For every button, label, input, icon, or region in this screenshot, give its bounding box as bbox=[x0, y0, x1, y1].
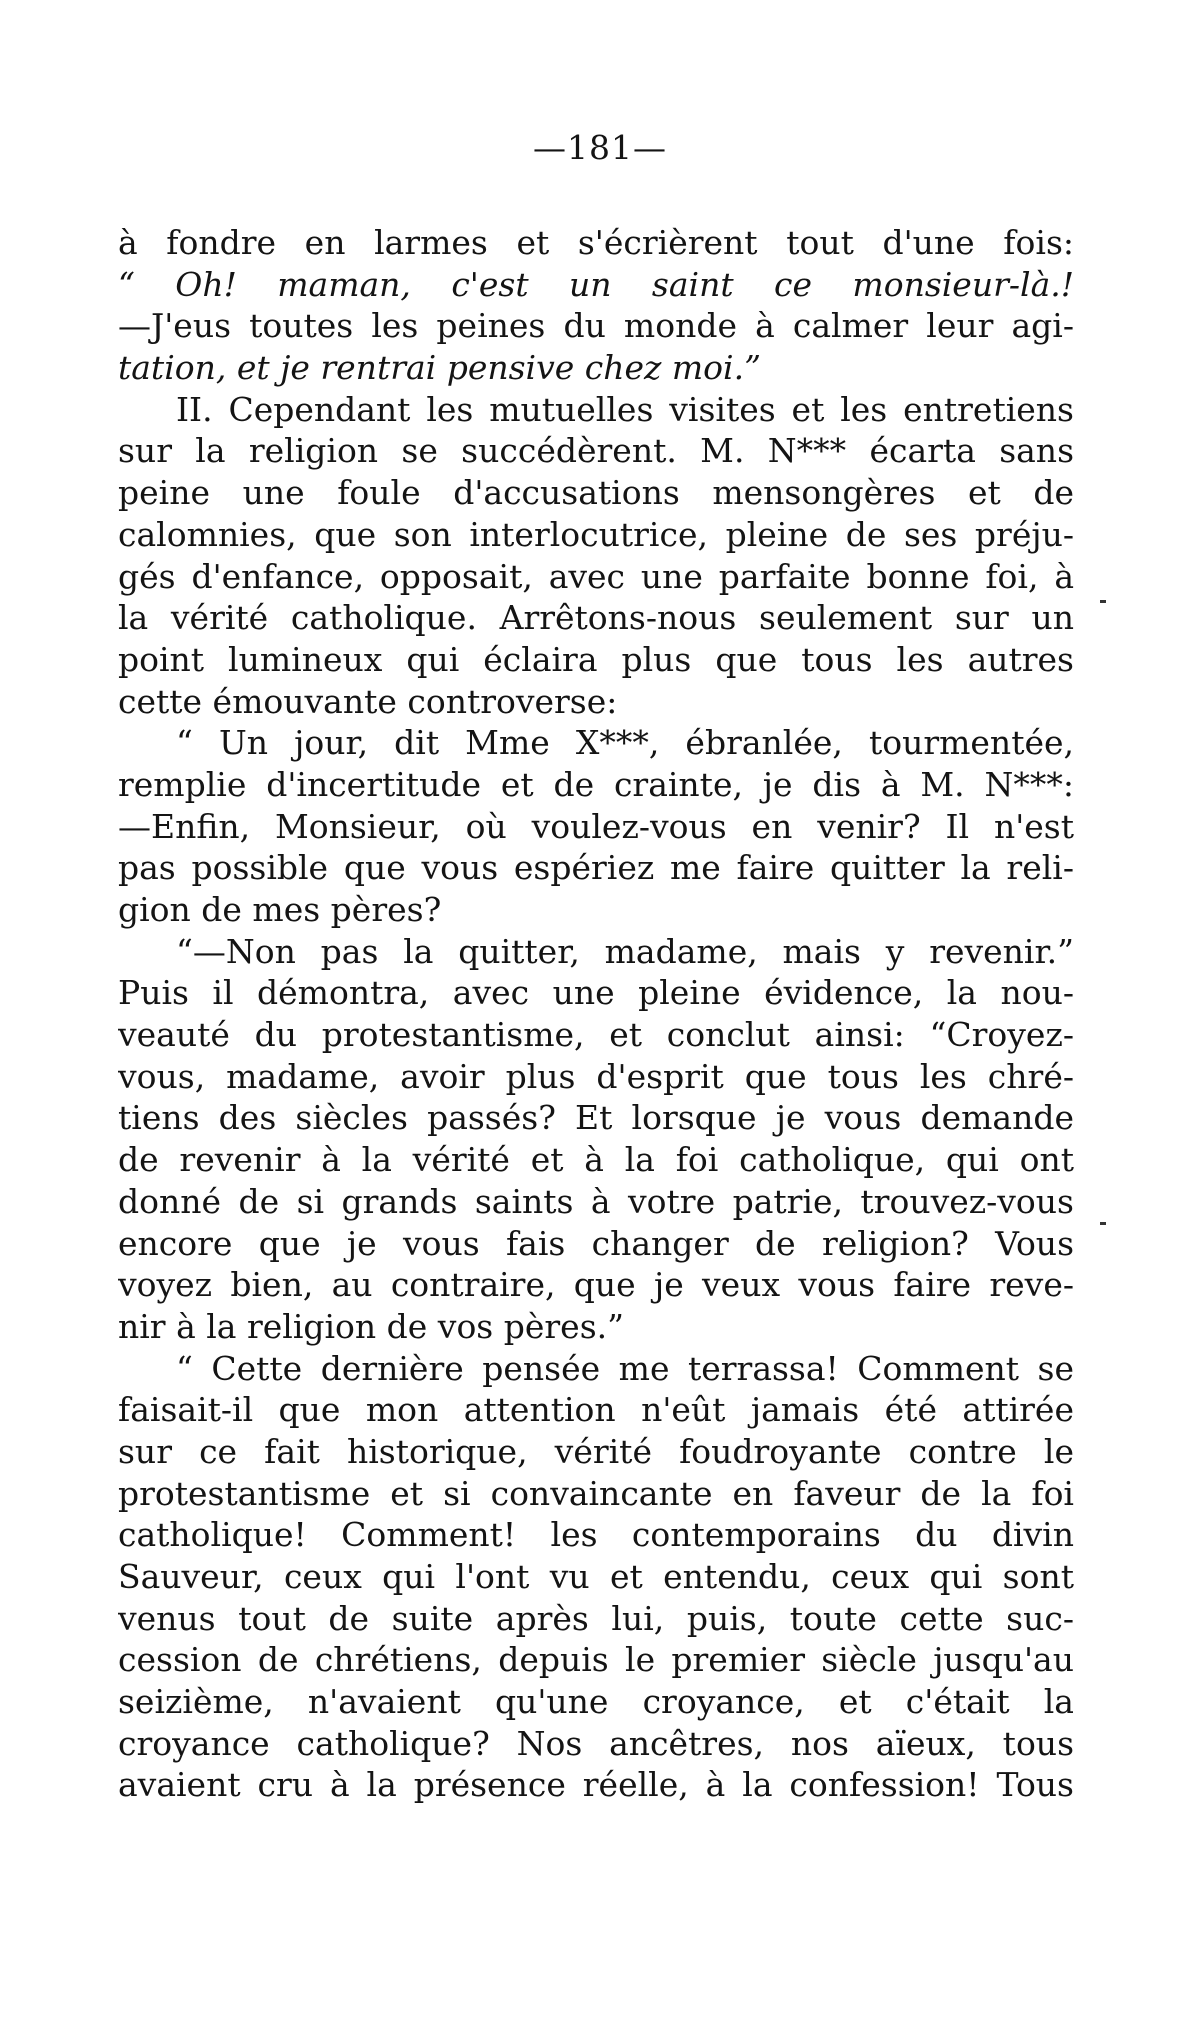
text-line: seizième, n'avaient qu'une croyance, et c'était la bbox=[118, 1682, 1074, 1722]
margin-mark bbox=[1100, 1222, 1106, 1225]
text-line: peine une foule d'accusations mensongères et de bbox=[118, 473, 1074, 513]
text-line: nir à la religion de vos pères.” bbox=[118, 1306, 624, 1346]
text-line: donné de si grands saints à votre patrie, trouvez-vous bbox=[118, 1181, 1074, 1221]
text-line: Puis il démontra, avec une pleine évidence, la nou- bbox=[118, 973, 1074, 1013]
text-line: croyance catholique? Nos ancêtres, nos aïeux, tous bbox=[118, 1723, 1074, 1763]
text-line: gion de mes pères? bbox=[118, 890, 442, 929]
text-line: catholique! Comment! les contemporains du divin bbox=[118, 1515, 1074, 1555]
text-line: II. Cependant les mutuelles visites et les entretiens bbox=[176, 389, 1074, 429]
text-line: calomnies, que son interlocutrice, pleine de ses préju- bbox=[118, 514, 1074, 554]
text-line: veauté du protestantisme, et conclut ainsi: “Croyez- bbox=[118, 1015, 1074, 1055]
text-line: pas possible que vous espériez me faire quitter la reli- bbox=[118, 848, 1074, 888]
text-line: faisait-il que mon attention n'eût jamais été attirée bbox=[118, 1390, 1074, 1430]
text-line: protestantisme et si convaincante en faveur de la foi bbox=[118, 1473, 1074, 1513]
body-text bbox=[118, 222, 1074, 1806]
text-line: sur ce fait historique, vérité foudroyante contre le bbox=[118, 1431, 1074, 1471]
text-line: voyez bien, au contraire, que je veux vous faire reve- bbox=[118, 1265, 1074, 1305]
text-line: à fondre en larmes et s'écrièrent tout d'une fois: bbox=[118, 223, 1074, 262]
page-number: —181— bbox=[533, 128, 667, 167]
text-line: cette émouvante controverse: bbox=[118, 681, 618, 721]
text-line: remplie d'incertitude et de crainte, je dis à M. N***: bbox=[118, 764, 1074, 804]
text-line: sur la religion se succédèrent. M. N*** écarta sans bbox=[118, 431, 1074, 471]
text-line: “—Non pas la quitter, madame, mais y revenir.” bbox=[176, 931, 1074, 971]
text-line: venus tout de suite après lui, puis, toute cette suc- bbox=[118, 1598, 1074, 1638]
text-line: gés d'enfance, opposait, avec une parfaite bonne foi, à bbox=[118, 556, 1074, 596]
text-line: point lumineux qui éclaira plus que tous les autres bbox=[118, 639, 1074, 679]
text-line: “ Un jour, dit Mme X***, ébranlée, tourmentée, bbox=[176, 723, 1074, 763]
text-line: Sauveur, ceux qui l'ont vu et entendu, ceux qui sont bbox=[118, 1557, 1074, 1596]
margin-mark bbox=[1100, 600, 1106, 603]
text-line: la vérité catholique. Arrêtons-nous seulement sur un bbox=[118, 598, 1074, 638]
text-line: avaient cru à la présence réelle, à la confession! Tous bbox=[118, 1765, 1074, 1805]
text-line: tation, et je rentrai pensive chez moi.” bbox=[118, 348, 761, 388]
text-line: —J'eus toutes les peines du monde à calmer leur agi- bbox=[118, 306, 1074, 346]
text-line: de revenir à la vérité et à la foi catholique, qui ont bbox=[118, 1140, 1074, 1180]
text-line: “ Cette dernière pensée me terrassa! Comment se bbox=[176, 1348, 1074, 1388]
text-line: cession de chrétiens, depuis le premier siècle jusqu'au bbox=[118, 1640, 1074, 1680]
text-line: —Enfin, Monsieur, où voulez-vous en venir? Il n'est bbox=[118, 806, 1074, 846]
text-line: tiens des siècles passés? Et lorsque je vous demande bbox=[118, 1098, 1074, 1138]
text-line: “ Oh! maman, c'est un saint ce monsieur-là.! bbox=[118, 264, 1074, 304]
text-line: vous, madame, avoir plus d'esprit que tous les chré- bbox=[118, 1056, 1074, 1096]
text-line: encore que je vous fais changer de religion? Vous bbox=[118, 1223, 1074, 1263]
